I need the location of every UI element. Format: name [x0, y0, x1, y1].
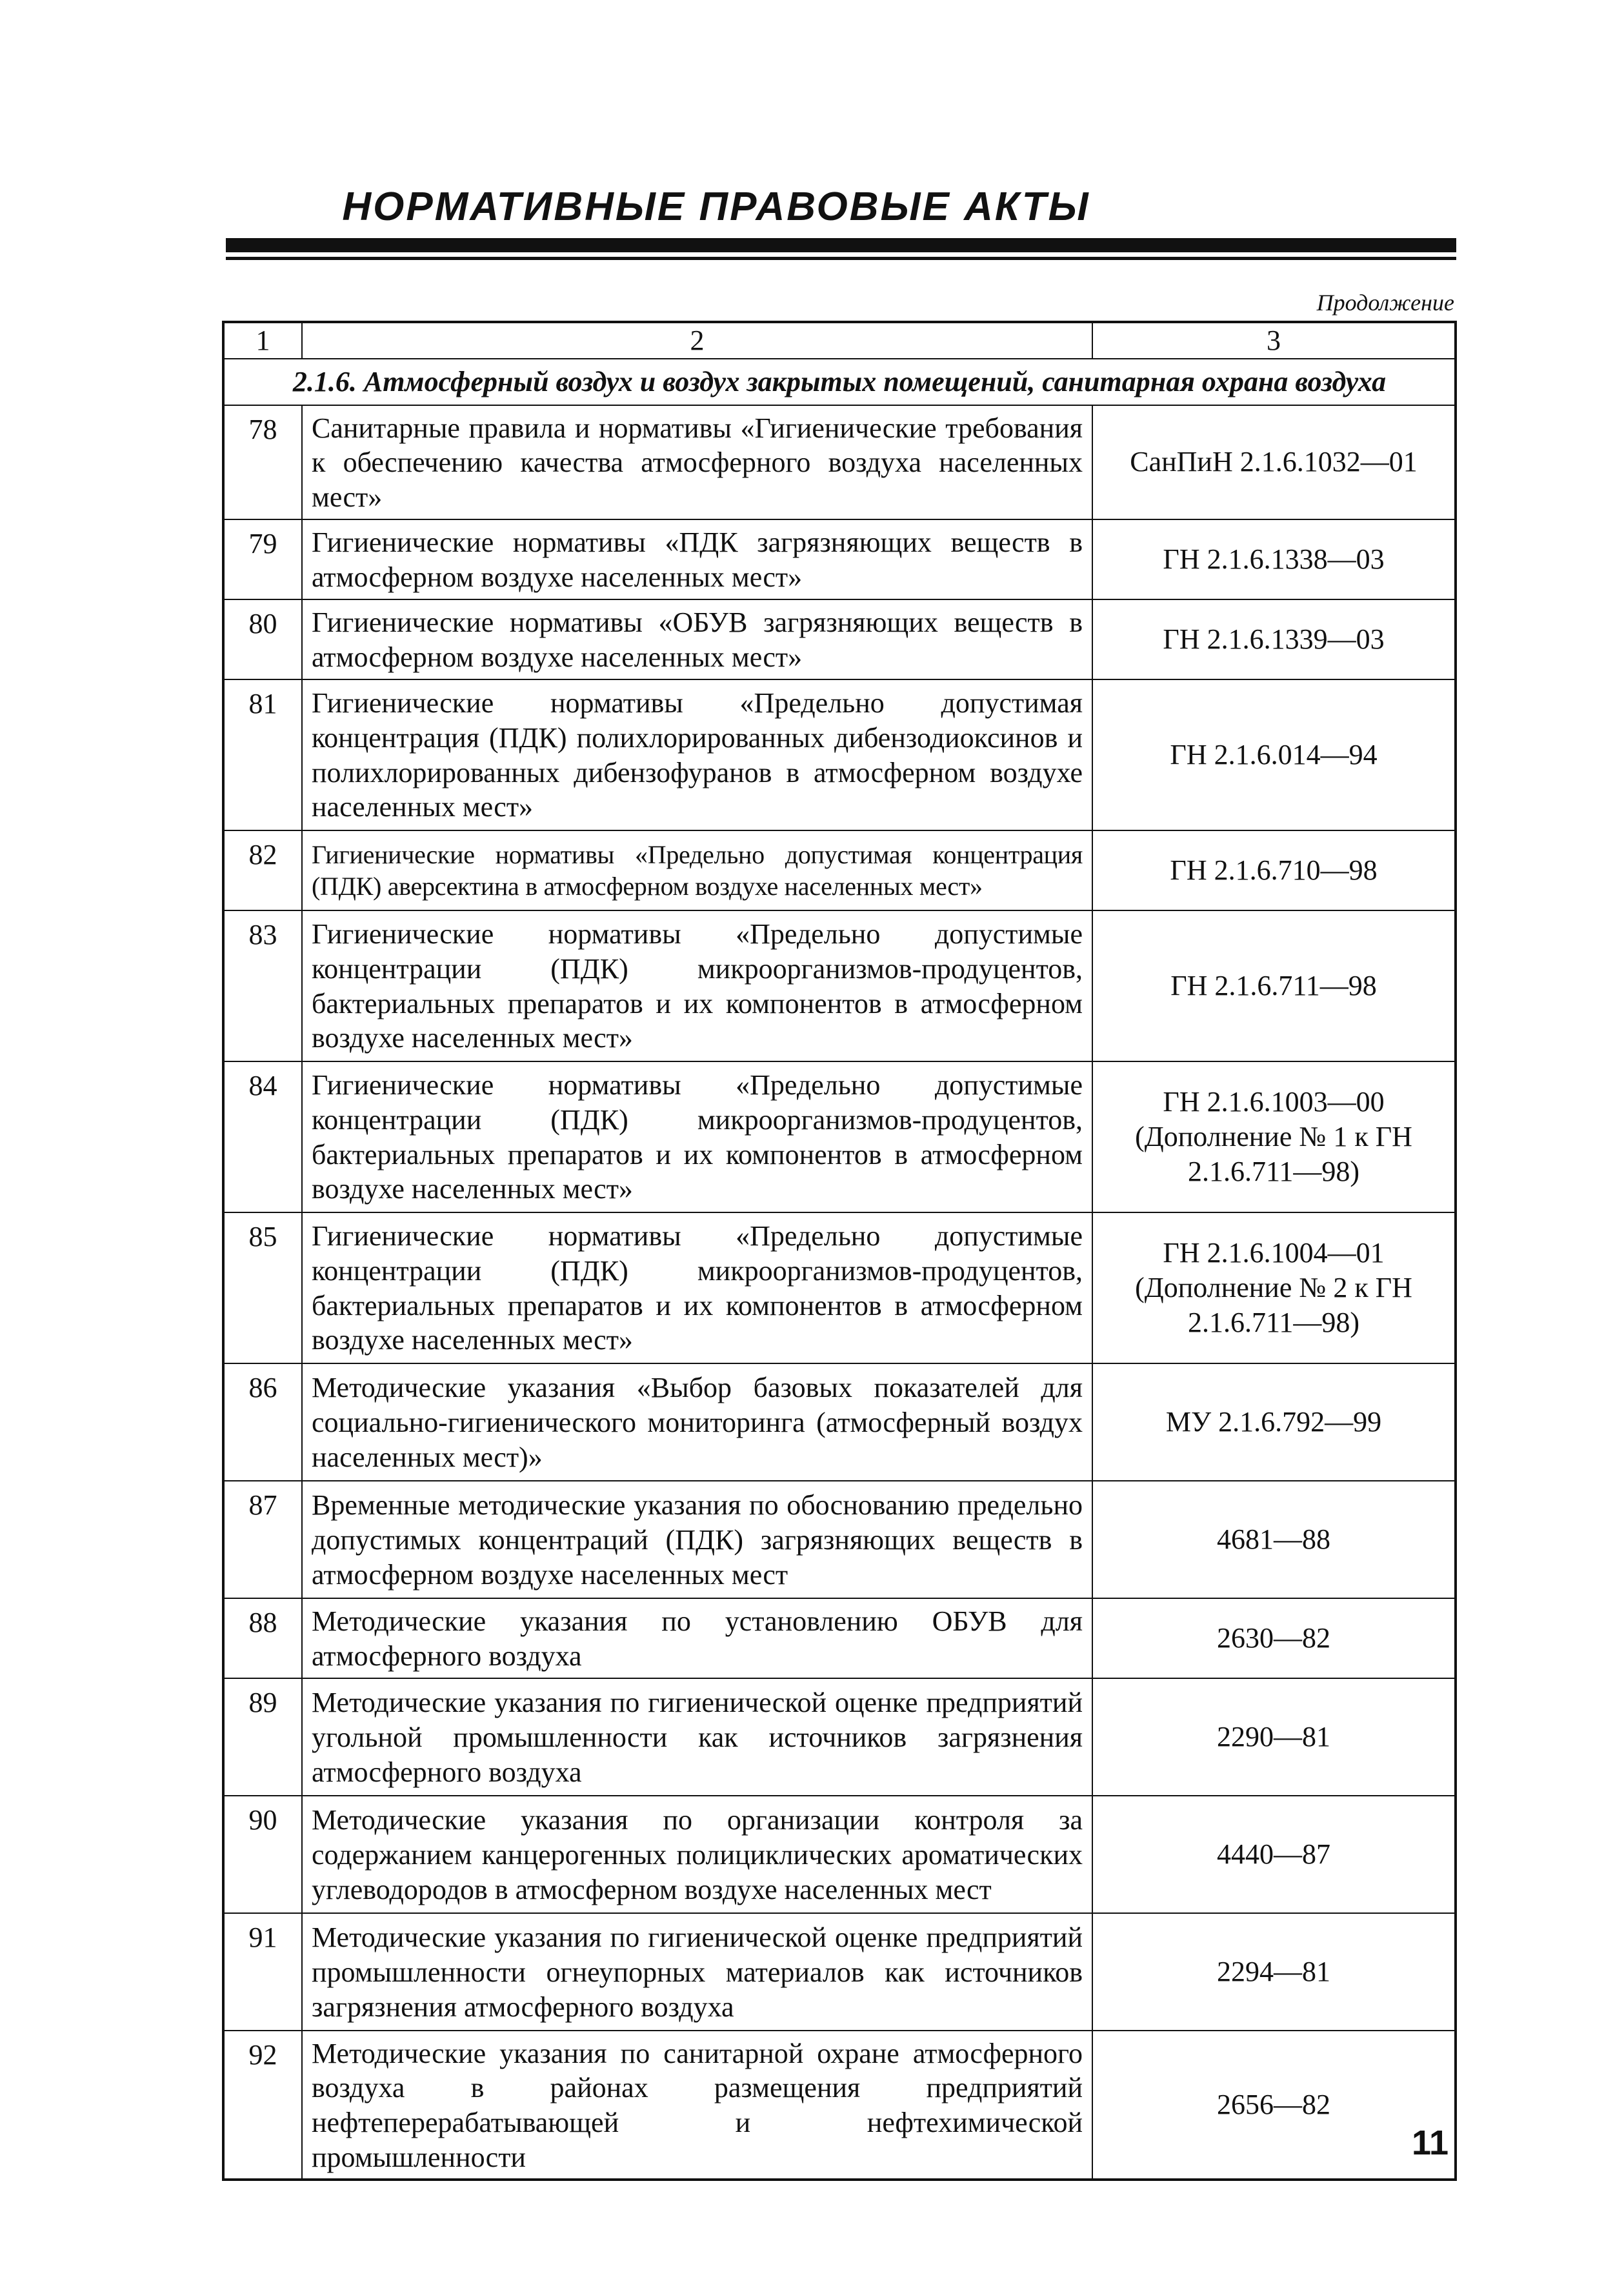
row-number: 83	[223, 910, 302, 1061]
table-row	[223, 910, 1456, 1061]
row-number: 84	[223, 1061, 302, 1212]
row-number: 89	[223, 1678, 302, 1796]
table-row	[223, 1796, 1456, 1913]
row-description: Методические указания «Выбор базовых показателей для социально-гигиенического мониторинга (атмосферный воздух населенных мест)»	[302, 1363, 1092, 1481]
row-document-code: ГН 2.1.6.711—98	[1092, 910, 1456, 1061]
row-number: 87	[223, 1481, 302, 1598]
table-row	[223, 679, 1456, 830]
row-document-code: СанПиН 2.1.6.1032—01	[1092, 405, 1456, 519]
header-rule-thin	[226, 257, 1456, 260]
row-document-code: МУ 2.1.6.792—99	[1092, 1363, 1456, 1481]
row-number: 85	[223, 1212, 302, 1363]
row-number: 88	[223, 1598, 302, 1678]
section-title: 2.1.6. Атмосферный воздух и воздух закрытых помещений, санитарная охрана воздуха	[223, 359, 1456, 405]
row-document-code: 4440—87	[1092, 1796, 1456, 1913]
row-document-code: ГН 2.1.6.1004—01 (Дополнение № 2 к ГН 2.1.6.711—98)	[1092, 1212, 1456, 1363]
row-description: Гигиенические нормативы «Предельно допустимая концентрация (ПДК) аверсектина в атмосферном воздухе населенных мест»	[302, 830, 1092, 910]
row-document-code: 2294—81	[1092, 1913, 1456, 2031]
table-row	[223, 599, 1456, 679]
row-number: 79	[223, 519, 302, 599]
row-number: 78	[223, 405, 302, 519]
row-number: 91	[223, 1913, 302, 2031]
running-header-title: НОРМАТИВНЫЕ ПРАВОВЫЕ АКТЫ	[342, 185, 1090, 229]
row-document-code: ГН 2.1.6.710—98	[1092, 830, 1456, 910]
section-heading-row	[223, 359, 1456, 405]
row-description: Гигиенические нормативы «ОБУВ загрязняющих веществ в атмосферном воздухе населенных мест»	[302, 599, 1092, 679]
row-number: 82	[223, 830, 302, 910]
row-description: Гигиенические нормативы «Предельно допустимые концентрации (ПДК) микроорганизмов-продуцентов, бактериальных препаратов и их компонентов в атмосферном воздухе населенных мест»	[302, 1061, 1092, 1212]
row-number: 81	[223, 679, 302, 830]
table-row	[223, 1212, 1456, 1363]
column-number: 2	[302, 322, 1092, 359]
row-description: Методические указания по гигиенической оценке предприятий промышленности огнеупорных материалов как источников загрязнения атмосферного воздуха	[302, 1913, 1092, 2031]
table-row	[223, 1363, 1456, 1481]
table-row	[223, 1598, 1456, 1678]
row-description: Гигиенические нормативы «Предельно допустимая концентрация (ПДК) полихлорированных дибензодиоксинов и полихлорированных дибензофуранов в атмосферном воздухе населенных мест»	[302, 679, 1092, 830]
row-document-code: 4681—88	[1092, 1481, 1456, 1598]
row-document-code: 2630—82	[1092, 1598, 1456, 1678]
header-rule-thick	[226, 238, 1456, 252]
row-description: Гигиенические нормативы «ПДК загрязняющих веществ в атмосферном воздухе населенных мест»	[302, 519, 1092, 599]
row-document-code: ГН 2.1.6.1338—03	[1092, 519, 1456, 599]
row-document-code: 2656—82	[1092, 2031, 1456, 2180]
row-document-code: ГН 2.1.6.1339—03	[1092, 599, 1456, 679]
row-document-code: ГН 2.1.6.1003—00 (Дополнение № 1 к ГН 2.1.6.711—98)	[1092, 1061, 1456, 1212]
column-number: 1	[223, 322, 302, 359]
row-number: 92	[223, 2031, 302, 2180]
row-description: Санитарные правила и нормативы «Гигиенические требования к обеспечению качества атмосферного воздуха населенных мест»	[302, 405, 1092, 519]
table-row	[223, 1481, 1456, 1598]
column-number: 3	[1092, 322, 1456, 359]
row-description: Гигиенические нормативы «Предельно допустимые концентрации (ПДК) микроорганизмов-продуцентов, бактериальных препаратов и их компонентов в атмосферном воздухе населенных мест»	[302, 910, 1092, 1061]
row-number: 86	[223, 1363, 302, 1481]
row-number: 90	[223, 1796, 302, 1913]
row-document-code: ГН 2.1.6.014—94	[1092, 679, 1456, 830]
row-description: Методические указания по организации контроля за содержанием канцерогенных полициклических ароматических углеводородов в атмосферном воздухе населенных мест	[302, 1796, 1092, 1913]
row-description: Гигиенические нормативы «Предельно допустимые концентрации (ПДК) микроорганизмов-продуцентов, бактериальных препаратов и их компонентов в атмосферном воздухе населенных мест»	[302, 1212, 1092, 1363]
row-description: Методические указания по гигиенической оценке предприятий угольной промышленности как источников загрязнения атмосферного воздуха	[302, 1678, 1092, 1796]
row-description: Методические указания по санитарной охране атмосферного воздуха в районах размещения предприятий нефтеперерабатывающей и нефтехимической промышленности	[302, 2031, 1092, 2180]
column-number-row	[223, 322, 1456, 359]
table-row	[223, 519, 1456, 599]
page-number: 11	[1412, 2123, 1449, 2162]
row-number: 80	[223, 599, 302, 679]
table-row	[223, 830, 1456, 910]
row-description: Методические указания по установлению ОБУВ для атмосферного воздуха	[302, 1598, 1092, 1678]
row-description: Временные методические указания по обоснованию предельно допустимых концентраций (ПДК) загрязняющих веществ в атмосферном воздухе населенных мест	[302, 1481, 1092, 1598]
continued-label: Продолжение	[1316, 290, 1454, 316]
row-document-code: 2290—81	[1092, 1678, 1456, 1796]
regulations-table	[222, 321, 1457, 2181]
table-row	[223, 405, 1456, 519]
table-row	[223, 2031, 1456, 2180]
table-row	[223, 1913, 1456, 2031]
table-row	[223, 1061, 1456, 1212]
table-row	[223, 1678, 1456, 1796]
